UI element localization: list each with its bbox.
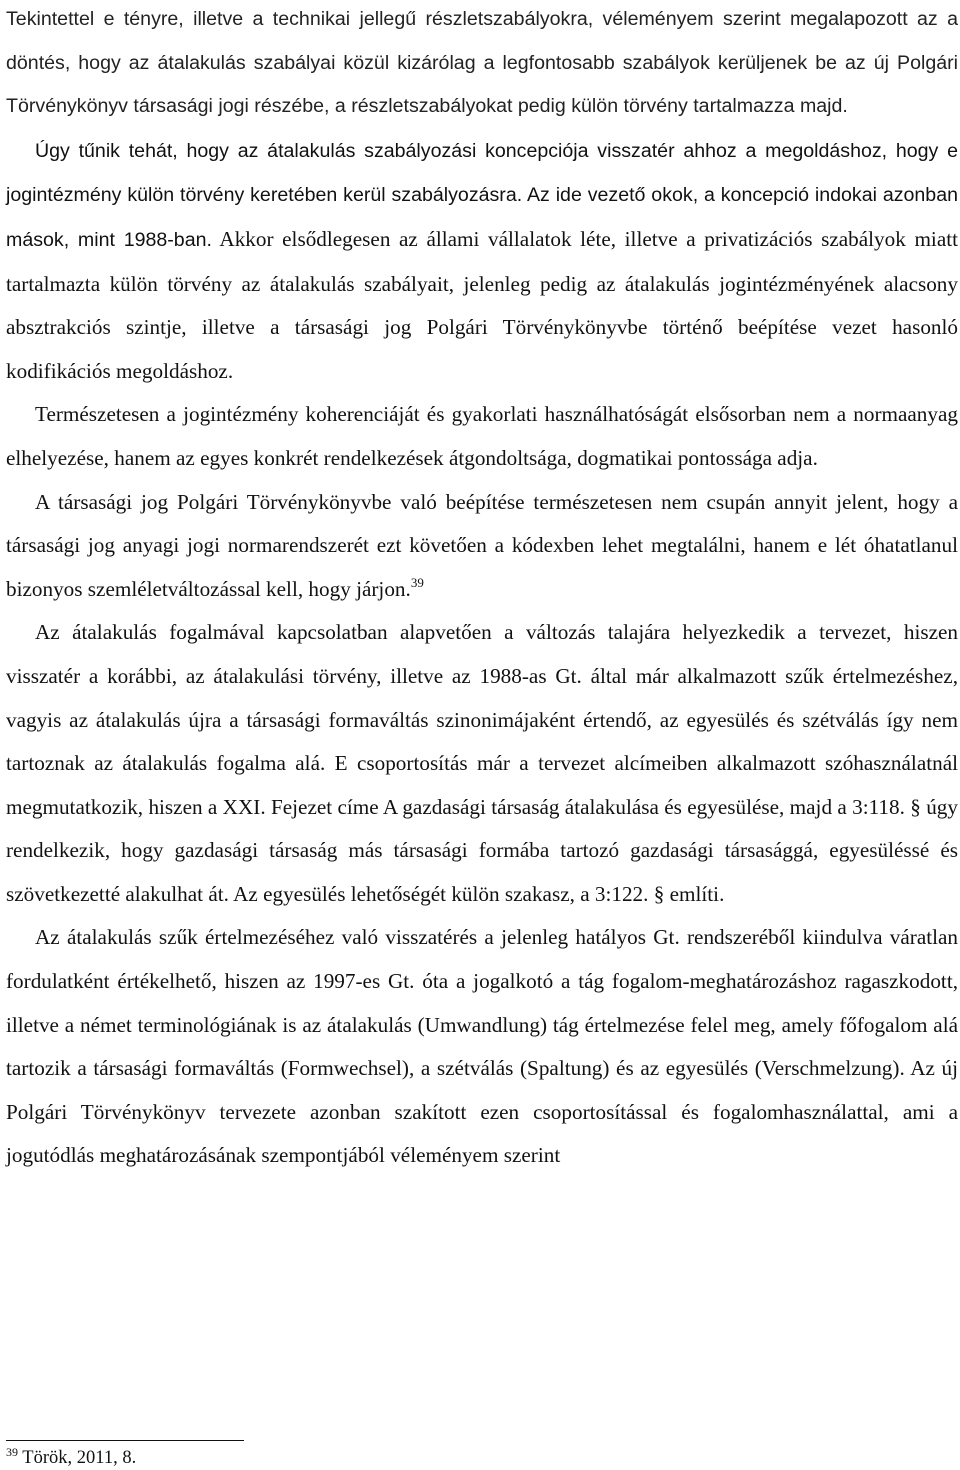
footnote-text: Török, 2011, 8. [18,1448,137,1468]
paragraph-4-text: A társasági jog Polgári Törvénykönyvbe való beépítése természetesen nem csupán annyit jelent, hogy a társasági jog anyagi jogi normarendszerét ezt követően a kódexben lehet megtalálni, hanem e lét óhatatlanul bizonyos szemléletváltozással kell, hogy járjon. [6,489,958,601]
paragraph-6-text: Az átalakulás szűk értelmezéséhez való visszatérés a jelenleg hatályos Gt. rendszeréből kiindulva váratlan fordulatként értékelhető, hiszen az 1997-es Gt. óta a jogalkotó a tág fogalom-meghatározáshoz ragaszkodott, illetve a német terminológiának is az átalakulás (Umwandlung) tág értelmezése felel meg, amely főfogalom alá tartozik a társasági formaváltás (Formwechsel), a szétválás (Spaltung) és az egyesülés (Verschmelzung). Az új Polgári Törvénykönyv tervezete azonban szakított ezen csoportosítással és fogalomhasználattal, ami a jogutódlás meghatározásának szempontjából véleményem szerint [6,925,958,1168]
paragraph-6 [6,916,958,1178]
paragraph-2 [6,129,958,394]
paragraph-1 [6,0,958,129]
paragraph-3 [6,393,958,480]
paragraph-5-text: Az átalakulás fogalmával kapcsolatban alapvetően a változás talajára helyezkedik a tervezet, hiszen visszatér a korábbi, az átalakulási törvény, illetve az 1988-as Gt. által már alkalmazott szűk értelmezéshez, vagyis az átalakulás újra a társasági formaváltás szinonimájaként értendő, az egyesülés és szétválás így nem tartoznak az átalakulás fogalma alá. E csoportosítás már a tervezet alcímeiben alkalmazott szóhasználatnál megmutatkozik, hiszen a XXI. Fejezet címe A gazdasági társaság átalakulása és egyesülése, majd a 3:118. § úgy rendelkezik, hogy gazdasági társaság más társasági formába tartozó gazdasági társasággá, egyesüléssé és szövetkezetté alakulhat át. Az egyesülés lehetőségét külön szakasz, a 3:122. § említi. [6,620,958,906]
footnote [6,1446,136,1470]
footnote-separator [6,1440,244,1441]
paragraph-4 [6,481,958,612]
footnote-reference[interactable]: 39 [410,574,424,590]
paragraph-2-text-b: Akkor elsődlegesen az állami vállalatok léte, illetve a privatizációs szabályok miatt tartalmazta külön törvény az átalakulás szabályait, jelenleg pedig az átalakulás jogintézményének alacsony absztrakciós szintje, illetve a társasági jog Polgári Törvénykönyvbe történő beépítése vezet hasonló kodifikációs megoldáshoz. [6,226,958,383]
paragraph-3-text: Természetesen a jogintézmény koherenciáját és gyakorlati használhatóságát elsősorban nem a normaanyag elhelyezése, hanem az egyes konkrét rendelkezések átgondoltsága, dogmatikai pontossága adja. [6,402,958,470]
paragraph-5 [6,611,958,916]
document-body [6,0,958,1178]
paragraph-1-text: Tekintettel e tényre, illetve a technikai jellegű részletszabályokra, véleményem szerint megalapozott az a döntés, hogy az átalakulás szabályai közül kizárólag a legfontosabb szabályok kerüljenek be az új Polgári Törvénykönyv társasági jogi részébe, a részletszabályokat pedig külön törvény tartalmazza majd. [6,8,958,118]
paragraph-2-text-a: Úgy tűnik tehát, hogy az átalakulás szabályozási koncepciója visszatér ahhoz a megoldáshoz, hogy e jogintézmény külön törvény keretében kerül szabályozásra. Az ide vezető okok, a koncepció indokai azonban mások, mint 1988-ban. [6,139,958,251]
footnote-number: 39 [6,1445,18,1459]
